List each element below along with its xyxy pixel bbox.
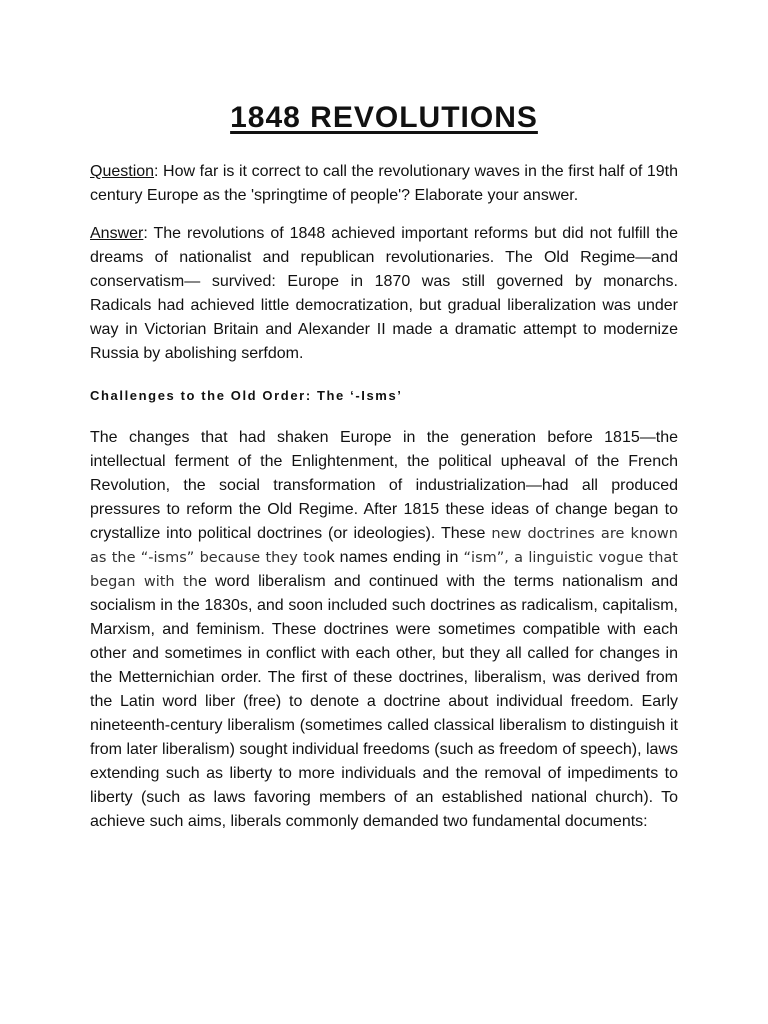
body-text-part1: The changes that had shaken Europe in the generation before 1815—the intellectual ferment of the Enlightenment, the political upheaval of the French Revolution, the social transformation of industrialization—had all produced pressures to reform the Old Regime. After 1815 these ideas of change began to crystallize into political doctrines (or ideologies). These [90,429,678,542]
body-text-part4: “ism”, a linguistic vogue that began with th [90,550,678,590]
question-label: Question [90,163,155,180]
answer-label: Answer [90,225,144,242]
body-text-part3: k names ending in [326,549,464,566]
page-title: 1848 REVOLUTIONS [230,101,538,134]
body-text-part2: new doctrines are known as the “-isms” because they too [90,526,678,566]
answer-text: : The revolutions of 1848 achieved important reforms but did not fulfill the dreams of nationalist and republican revolutionaries. The Old Regime—and conservatism— survived: Europe in 1870 was still governed by monarchs. Radicals had achieved little democratization, but gradual liberalization was under way in Victorian Britain and Alexander II made a dramatic attempt to modernize Russia by abolishing serfdom. [90,225,678,362]
answer-paragraph [90,222,678,366]
body-text-part5: e word liberalism and continued with the terms nationalism and socialism in the 1830s, and soon included such doctrines as radicalism, capitalism, Marxism, and feminism. These doctrines were sometimes compatible with each other and sometimes in conflict with each other, but they all called for changes in the Metternichian order. The first of these doctrines, liberalism, was derived from the Latin word liber (free) to denote a doctrine about individual freedom. Early nineteenth-century liberalism (sometimes called classical liberalism to distinguish it from later liberalism) sought individual freedoms (such as freedom of speech), laws extending such as liberty to more individuals and the removal of impediments to liberty (such as laws favoring members of an established national church). To achieve such aims, liberals commonly demanded two fundamental documents: [90,573,679,830]
question-paragraph [90,160,678,208]
section-subheading: Challenges to the Old Order: The ‘-Isms’ [90,388,403,403]
body-paragraph [90,426,678,834]
document-page [90,98,678,834]
question-text: : How far is it correct to call the revolutionary waves in the first half of 19th century Europe as the 'springtime of people'? Elaborate your answer. [90,163,678,204]
